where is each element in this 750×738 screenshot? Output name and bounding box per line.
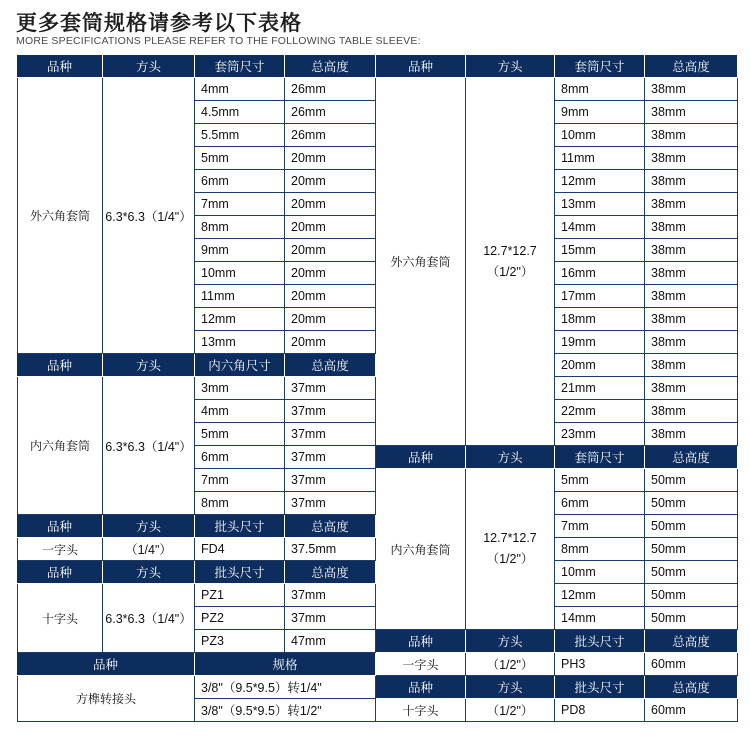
right-hex-header-3: [645, 55, 738, 78]
table-row-size: [195, 331, 285, 354]
table-row-height: [645, 193, 738, 216]
table-row-height: [285, 78, 376, 101]
table-row-size: [195, 423, 285, 446]
table-row-size: [195, 262, 285, 285]
table-row-size-text: 8mm: [561, 82, 589, 96]
table-row-size: [555, 584, 645, 607]
left-inner-header-3-text: 总高度: [311, 358, 349, 373]
left-hex-header-0-text: 品种: [46, 59, 72, 74]
left-adapter-header-0-text: 品种: [92, 657, 118, 672]
table-row-size: [195, 377, 285, 400]
table-row-size: [555, 469, 645, 492]
right-inner-header-2-text: 套筒尺寸: [574, 450, 625, 465]
table-row-size-text: 6mm: [201, 450, 229, 464]
table-row-height: [285, 239, 376, 262]
table-row-height-text: 37mm: [291, 473, 326, 487]
table-row-size: [555, 377, 645, 400]
table-row-size: [195, 193, 285, 216]
table-row-height: [285, 446, 376, 469]
table-row-height: [645, 584, 738, 607]
table-row-size-text: 12mm: [561, 174, 596, 188]
table-row-size: [555, 101, 645, 124]
table-row-size: [195, 308, 285, 331]
table-row-height: [285, 492, 376, 515]
table-row-height-text: 20mm: [291, 151, 326, 165]
table-row-height: [645, 561, 738, 584]
left-slot-bit: [195, 538, 285, 561]
left-slot-drive-text: （1/4"）: [125, 543, 172, 557]
table-row-height: [645, 331, 738, 354]
left-slot-header-2-text: 批头尺寸: [214, 519, 265, 534]
right-inner-drive-line1: 12.7*12.7: [483, 531, 537, 545]
table-row-size: [555, 538, 645, 561]
table-row-height: [285, 423, 376, 446]
table-row-height: [285, 400, 376, 423]
table-row-height-text: 20mm: [291, 289, 326, 303]
left-slot-header-1: [103, 515, 195, 538]
table-row-height: [645, 147, 738, 170]
table-row-height-text: 26mm: [291, 105, 326, 119]
table-row-height: [645, 607, 738, 630]
table-row-size-text: 8mm: [561, 542, 589, 556]
table-row-size-text: 4.5mm: [201, 105, 240, 119]
table-row-size-text: 13mm: [201, 335, 236, 349]
table-row-size-text: 5mm: [561, 473, 589, 487]
left-phil-header-1-text: 方头: [135, 565, 161, 580]
left-hex-header-1-text: 方头: [135, 59, 161, 74]
left-adapter-variety: [17, 676, 195, 722]
right-inner-variety-text: 内六角套筒: [390, 542, 451, 557]
table-row-size: [555, 78, 645, 101]
left-phil-variety: [17, 584, 103, 653]
table-row-height: [285, 607, 376, 630]
table-row-size: [555, 147, 645, 170]
table-row-height: [285, 193, 376, 216]
table-row-size-text: 16mm: [561, 266, 596, 280]
right-phil-bit-text: PD8: [561, 703, 586, 717]
left-hex-drive-text: 6.3*6.3（1/4"）: [105, 209, 192, 224]
table-row-height: [285, 308, 376, 331]
table-row-height: [645, 515, 738, 538]
table-row-size-text: 5mm: [201, 427, 229, 441]
table-row-size: [555, 170, 645, 193]
table-row-height-text: 38mm: [651, 427, 686, 441]
table-row-height-text: 38mm: [651, 174, 686, 188]
table-row-size-text: 7mm: [561, 519, 589, 533]
right-inner-header-2: [555, 446, 645, 469]
table-row-height-text: 50mm: [651, 565, 686, 579]
table-row-height: [285, 147, 376, 170]
right-phil-header-3-text: 总高度: [672, 680, 710, 695]
right-slot-bit-text: PH3: [561, 657, 586, 671]
left-hex-header-3: [285, 55, 376, 78]
right-slot-header-0-text: 品种: [407, 634, 433, 649]
table-row-height-text: 20mm: [291, 266, 326, 280]
right-hex-header-0-text: 品种: [407, 59, 433, 74]
left-slot-height: [285, 538, 376, 561]
table-row-height-text: 37mm: [291, 427, 326, 441]
right-slot-variety: [376, 653, 466, 676]
table-row-height: [645, 216, 738, 239]
table-row-size: [555, 124, 645, 147]
left-hex-header-2-text: 套筒尺寸: [214, 59, 265, 74]
right-phil-bit: [555, 699, 645, 722]
table-row-size-text: 6mm: [201, 174, 229, 188]
table-row-height-text: 20mm: [291, 197, 326, 211]
table-row-height: [645, 170, 738, 193]
left-slot-header-3-text: 总高度: [311, 519, 349, 534]
table-row-height-text: 20mm: [291, 312, 326, 326]
table-row-size: [555, 561, 645, 584]
left-phil-drive: [103, 584, 195, 653]
table-row-height-text: 50mm: [651, 519, 686, 533]
table-row-size-text: 7mm: [201, 197, 229, 211]
right-phil-header-2-text: 批头尺寸: [574, 680, 625, 695]
table-row-size-text: 18mm: [561, 312, 596, 326]
table-row-height-text: 37mm: [291, 381, 326, 395]
left-phil-header-0-text: 品种: [46, 565, 72, 580]
left-adapter-header-1-text: 规格: [272, 657, 298, 672]
table-row-size-text: 13mm: [561, 197, 596, 211]
table-row-height-text: 38mm: [651, 105, 686, 119]
table-row-height: [645, 285, 738, 308]
table-row-height-text: 37mm: [291, 450, 326, 464]
left-phil-variety-text: 十字头: [41, 611, 78, 626]
table-row-size: [555, 308, 645, 331]
right-phil-drive-text: （1/2"）: [486, 704, 534, 718]
left-phil-header-3: [285, 561, 376, 584]
right-slot-variety-text: 一字头: [402, 657, 439, 672]
table-row-bit-text: PZ1: [201, 588, 224, 602]
right-hex-drive: [466, 78, 555, 446]
left-inner-drive-text: 6.3*6.3（1/4"）: [105, 439, 192, 454]
table-row-height-text: 38mm: [651, 335, 686, 349]
right-inner-header-3-text: 总高度: [672, 450, 710, 465]
table-row-size-text: 8mm: [201, 496, 229, 510]
table-row-spec: [195, 676, 376, 699]
left-inner-variety-text: 内六角套筒: [29, 439, 90, 453]
left-phil-header-0: [17, 561, 103, 584]
table-row-height: [645, 78, 738, 101]
table-row-size-text: 9mm: [201, 243, 229, 257]
table-row-size-text: 14mm: [561, 220, 596, 234]
table-row-size-text: 4mm: [201, 82, 229, 96]
table-row-size: [195, 400, 285, 423]
table-row-size: [195, 239, 285, 262]
left-adapter-header-1: [195, 653, 376, 676]
right-phil-header-0-text: 品种: [407, 680, 433, 695]
table-row-bit-text: PZ3: [201, 634, 224, 648]
left-inner-header-1-text: 方头: [135, 358, 161, 373]
left-phil-header-1: [103, 561, 195, 584]
table-row-size: [555, 354, 645, 377]
table-row-height-text: 37mm: [291, 496, 326, 510]
table-row-size: [195, 124, 285, 147]
right-hex-header-1: [466, 55, 555, 78]
table-row-size-text: 17mm: [561, 289, 596, 303]
right-slot-header-2: [555, 630, 645, 653]
table-row-height: [645, 400, 738, 423]
left-hex-variety: [17, 78, 103, 354]
table-row-height-text: 38mm: [651, 266, 686, 280]
table-row-spec-text: 3/8"（9.5*9.5）转1/4": [201, 681, 322, 695]
left-inner-header-3: [285, 354, 376, 377]
table-row-height: [285, 285, 376, 308]
left-slot-header-0: [17, 515, 103, 538]
table-row-height-text: 38mm: [651, 82, 686, 96]
table-row-height: [645, 124, 738, 147]
table-row-size: [555, 193, 645, 216]
table-row-height-text: 50mm: [651, 473, 686, 487]
table-row-size: [555, 216, 645, 239]
right-inner-header-3: [645, 446, 738, 469]
right-hex-header-2: [555, 55, 645, 78]
right-phil-header-1: [466, 676, 555, 699]
table-row-size-text: 7mm: [201, 473, 229, 487]
table-row-size: [555, 492, 645, 515]
table-row-size: [195, 78, 285, 101]
table-row-size: [555, 515, 645, 538]
table-row-height-text: 37mm: [291, 404, 326, 418]
table-row-size: [195, 147, 285, 170]
left-slot-bit-text: FD4: [201, 542, 225, 556]
table-row-height-text: 20mm: [291, 243, 326, 257]
table-row-size: [555, 400, 645, 423]
table-row-height: [645, 308, 738, 331]
table-row-height-text: 38mm: [651, 289, 686, 303]
table-row-height-text: 38mm: [651, 312, 686, 326]
table-row-bit: [195, 584, 285, 607]
table-row-size: [195, 216, 285, 239]
table-row-size: [555, 285, 645, 308]
table-row-height: [285, 331, 376, 354]
right-slot-header-1-text: 方头: [497, 634, 523, 649]
left-slot-variety-text: 一字头: [41, 542, 78, 557]
left-slot-header-2: [195, 515, 285, 538]
table-row-height-text: 20mm: [291, 220, 326, 234]
table-row-height-text: 50mm: [651, 542, 686, 556]
left-hex-drive: [103, 78, 195, 354]
left-phil-drive-text: 6.3*6.3（1/4"）: [105, 612, 192, 626]
table-row-height: [645, 101, 738, 124]
table-row-size-text: 11mm: [561, 151, 595, 165]
table-row-height: [285, 101, 376, 124]
right-phil-height-text: 60mm: [651, 703, 686, 717]
table-row-bit: [195, 630, 285, 653]
table-row-size: [195, 285, 285, 308]
table-row-height: [645, 423, 738, 446]
right-slot-header-1: [466, 630, 555, 653]
right-phil-variety: [376, 699, 466, 722]
table-row-height: [285, 262, 376, 285]
left-hex-variety-text: 外六角套筒: [29, 209, 90, 223]
left-slot-header-0-text: 品种: [46, 519, 72, 534]
table-row-size: [555, 262, 645, 285]
table-row-height: [285, 377, 376, 400]
left-adapter-variety-text: 方榫转接头: [75, 692, 136, 706]
table-row-size: [195, 469, 285, 492]
right-phil-header-0: [376, 676, 466, 699]
table-row-height: [645, 354, 738, 377]
table-row-height: [645, 492, 738, 515]
table-row-height-text: 20mm: [291, 335, 326, 349]
table-row-height-text: 38mm: [651, 197, 686, 211]
table-row-height-text: 38mm: [651, 381, 686, 395]
right-hex-header-0: [376, 55, 466, 78]
table-row-size-text: 14mm: [561, 611, 596, 625]
right-inner-header-0-text: 品种: [407, 450, 433, 465]
left-inner-header-2: [195, 354, 285, 377]
left-inner-header-1: [103, 354, 195, 377]
right-slot-height: [645, 653, 738, 676]
page-subtitle: MORE SPECIFICATIONS PLEASE REFER TO THE FOLLOWING TABLE SLEEVE:: [16, 35, 421, 47]
left-slot-header-3: [285, 515, 376, 538]
table-row-height-text: 38mm: [651, 358, 686, 372]
table-row-size-text: 5mm: [201, 151, 229, 165]
table-row-size-text: 23mm: [561, 427, 596, 441]
left-hex-header-2: [195, 55, 285, 78]
table-row-spec: [195, 699, 376, 722]
right-slot-height-text: 60mm: [651, 657, 686, 671]
table-row-height-text: 47mm: [291, 634, 326, 648]
right-slot-header-0: [376, 630, 466, 653]
table-row-height-text: 37mm: [291, 611, 326, 625]
table-row-height: [645, 469, 738, 492]
right-inner-header-1-text: 方头: [497, 450, 523, 465]
left-inner-variety: [17, 377, 103, 515]
right-inner-drive: [466, 469, 555, 630]
table-row-height-text: 38mm: [651, 404, 686, 418]
table-row-height: [285, 124, 376, 147]
right-inner-header-0: [376, 446, 466, 469]
left-phil-header-2-text: 批头尺寸: [214, 565, 265, 580]
table-row-height-text: 38mm: [651, 151, 686, 165]
table-row-size-text: 8mm: [201, 220, 229, 234]
left-slot-height-text: 37.5mm: [291, 542, 337, 556]
table-row-bit: [195, 607, 285, 630]
table-row-height-text: 38mm: [651, 128, 686, 142]
right-phil-header-3: [645, 676, 738, 699]
left-inner-header-0: [17, 354, 103, 377]
table-row-size-text: 10mm: [561, 565, 596, 579]
table-row-size-text: 21mm: [561, 381, 596, 395]
right-inner-variety: [376, 469, 466, 630]
left-inner-header-0-text: 品种: [46, 358, 72, 373]
right-slot-drive: [466, 653, 555, 676]
right-inner-header-1: [466, 446, 555, 469]
left-hex-header-1: [103, 55, 195, 78]
table-row-height: [285, 170, 376, 193]
right-phil-header-1-text: 方头: [497, 680, 523, 695]
left-adapter-header-0: [17, 653, 195, 676]
table-row-height-text: 37mm: [291, 588, 326, 602]
right-hex-drive-line2: （1/2"）: [486, 264, 534, 279]
table-row-size-text: 15mm: [561, 243, 596, 257]
table-row-size: [555, 423, 645, 446]
left-phil-header-3-text: 总高度: [311, 565, 349, 580]
table-row-size: [195, 492, 285, 515]
right-phil-height: [645, 699, 738, 722]
table-row-size: [555, 239, 645, 262]
table-row-size-text: 10mm: [201, 266, 236, 280]
left-inner-drive: [103, 377, 195, 515]
table-row-height-text: 38mm: [651, 243, 686, 257]
table-row-size-text: 5.5mm: [201, 128, 240, 142]
table-row-size: [195, 446, 285, 469]
table-row-size-text: 11mm: [201, 289, 235, 303]
left-inner-header-2-text: 内六角尺寸: [208, 358, 271, 373]
table-row-size: [555, 607, 645, 630]
left-phil-header-2: [195, 561, 285, 584]
right-slot-header-2-text: 批头尺寸: [574, 634, 625, 649]
table-row-size-text: 4mm: [201, 404, 229, 418]
table-row-height: [285, 584, 376, 607]
right-phil-header-2: [555, 676, 645, 699]
table-row-height-text: 26mm: [291, 82, 326, 96]
table-row-size-text: 22mm: [561, 404, 596, 418]
table-row-size: [195, 101, 285, 124]
right-slot-header-3-text: 总高度: [672, 634, 710, 649]
right-hex-header-3-text: 总高度: [672, 59, 710, 74]
table-row-height: [285, 630, 376, 653]
table-row-height: [645, 538, 738, 561]
table-row-size-text: 19mm: [561, 335, 596, 349]
table-row-size-text: 12mm: [561, 588, 596, 602]
table-row-size-text: 20mm: [561, 358, 596, 372]
table-row-size-text: 10mm: [561, 128, 596, 142]
page-title: 更多套筒规格请参考以下表格: [16, 11, 302, 35]
table-row-size-text: 6mm: [561, 496, 589, 510]
left-slot-header-1-text: 方头: [135, 519, 161, 534]
table-row-height: [285, 469, 376, 492]
table-row-height: [645, 377, 738, 400]
table-row-size: [555, 331, 645, 354]
table-row-bit-text: PZ2: [201, 611, 224, 625]
right-hex-variety: [376, 78, 466, 446]
table-row-size-text: 3mm: [201, 381, 229, 395]
table-row-spec-text: 3/8"（9.5*9.5）转1/2": [201, 704, 322, 718]
table-row-height-text: 50mm: [651, 496, 686, 510]
left-slot-drive: [103, 538, 195, 561]
table-row-height: [645, 239, 738, 262]
right-hex-header-2-text: 套筒尺寸: [574, 59, 625, 74]
left-slot-variety: [17, 538, 103, 561]
left-hex-header-0: [17, 55, 103, 78]
table-row-size-text: 12mm: [201, 312, 236, 326]
table-row-height-text: 26mm: [291, 128, 326, 142]
left-hex-header-3-text: 总高度: [311, 59, 349, 74]
table-row-height-text: 20mm: [291, 174, 326, 188]
right-inner-drive-line2: （1/2"）: [486, 552, 534, 566]
table-row-height-text: 50mm: [651, 611, 686, 625]
right-slot-header-3: [645, 630, 738, 653]
table-row-size: [195, 170, 285, 193]
table-row-height: [285, 216, 376, 239]
table-row-height-text: 38mm: [651, 220, 686, 234]
right-phil-drive: [466, 699, 555, 722]
right-slot-bit: [555, 653, 645, 676]
right-phil-variety-text: 十字头: [402, 703, 439, 718]
right-hex-variety-text: 外六角套筒: [390, 255, 451, 269]
table-row-size-text: 9mm: [561, 105, 589, 119]
right-slot-drive-text: （1/2"）: [486, 658, 534, 672]
table-row-height: [645, 262, 738, 285]
table-row-height-text: 50mm: [651, 588, 686, 602]
right-hex-header-1-text: 方头: [497, 59, 523, 74]
right-hex-drive-line1: 12.7*12.7: [483, 243, 537, 258]
